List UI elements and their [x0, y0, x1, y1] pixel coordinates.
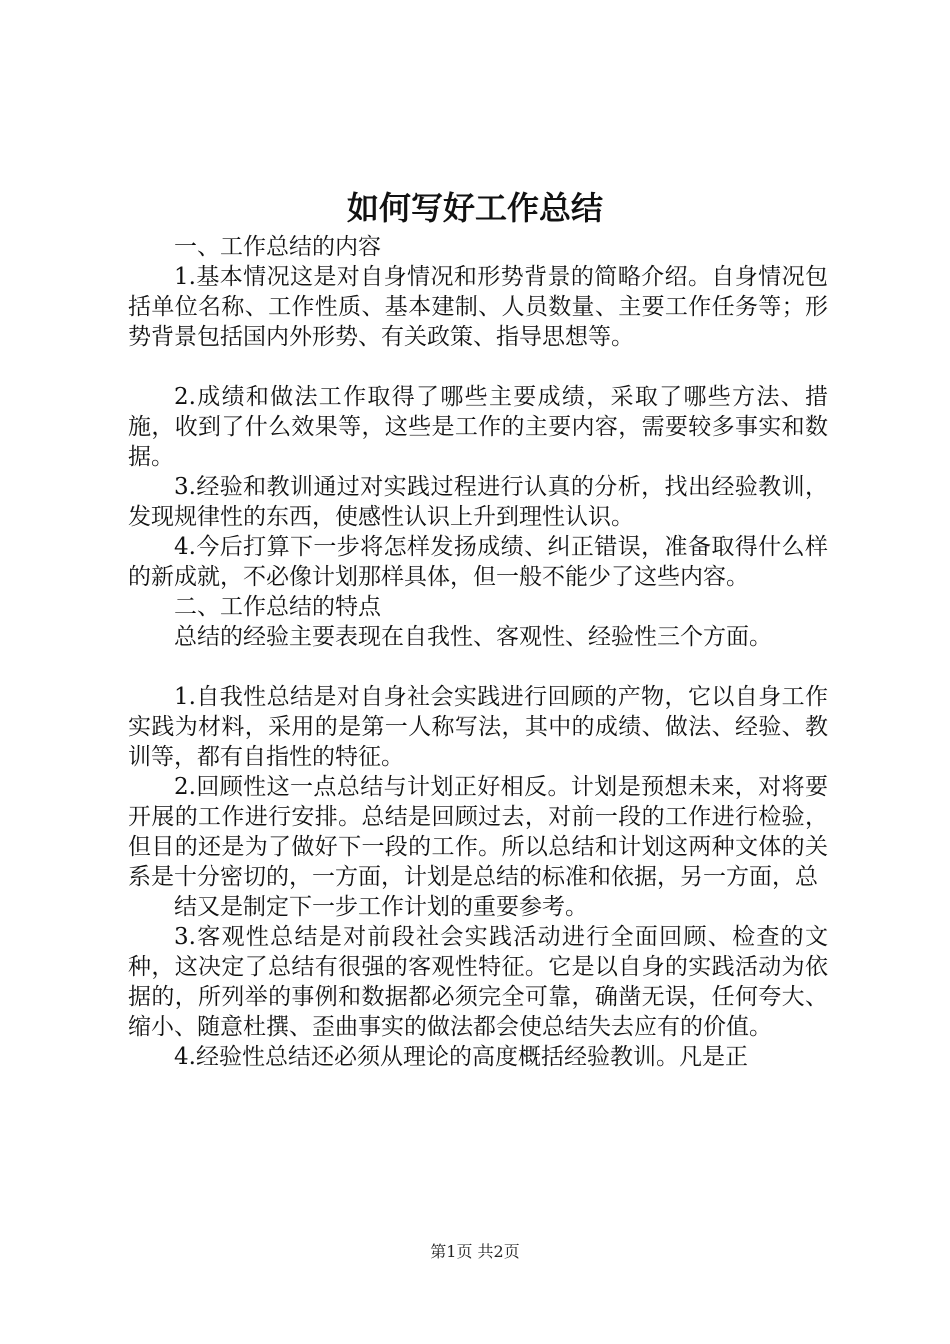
document-body	[128, 232, 828, 1072]
section-heading: 一、工作总结的内容	[174, 234, 381, 260]
document-title: 如何写好工作总结	[346, 189, 603, 227]
paragraph: 结又是制定下一步工作计划的重要参考。	[174, 894, 588, 920]
paragraph: 4.今后打算下一步将怎样发扬成绩、纠正错误，准备取得什么样的新成就，不必像计划那样具体，但一般不能少了这些内容。	[128, 534, 828, 590]
paragraph: 3.经验和教训通过对实践过程进行认真的分析，找出经验教训，发现规律性的东西，使感性认识上升到理性认识。	[128, 474, 828, 530]
blank-line	[128, 352, 828, 382]
paragraph: 1.自我性总结是对自身社会实践进行回顾的产物，它以自身工作实践为材料，采用的是第一人称写法，其中的成绩、做法、经验、教训等，都有自指性的特征。	[128, 684, 828, 770]
section-heading: 二、工作总结的特点	[174, 594, 381, 620]
blank-line	[128, 652, 828, 682]
paragraph: 4.经验性总结还必须从理论的高度概括经验教训。凡是正	[174, 1044, 748, 1070]
paragraph: 总结的经验主要表现在自我性、客观性、经验性三个方面。	[174, 624, 772, 650]
paragraph: 2.回顾性这一点总结与计划正好相反。计划是预想未来，对将要开展的工作进行安排。总结是回顾过去，对前一段的工作进行检验，但目的还是为了做好下一段的工作。所以总结和计划这两种文体的关系是十分密切的，一方面，计划是总结的标准和依据，另一方面，总	[128, 774, 828, 890]
paragraph: 3.客观性总结是对前段社会实践活动进行全面回顾、检查的文种，这决定了总结有很强的客观性特征。它是以自身的实践活动为依据的，所列举的事例和数据都必须完全可靠，确凿无误，任何夸大、缩小、随意杜撰、歪曲事实的做法都会使总结失去应有的价值。	[128, 924, 828, 1040]
paragraph: 2.成绩和做法工作取得了哪些主要成绩，采取了哪些方法、措施，收到了什么效果等，这些是工作的主要内容，需要较多事实和数据。	[128, 384, 828, 470]
page-number: 第1页 共2页	[430, 1242, 520, 1261]
paragraph: 1.基本情况这是对自身情况和形势背景的简略介绍。自身情况包括单位名称、工作性质、基本建制、人员数量、主要工作任务等；形势背景包括国内外形势、有关政策、指导思想等。	[128, 264, 828, 350]
